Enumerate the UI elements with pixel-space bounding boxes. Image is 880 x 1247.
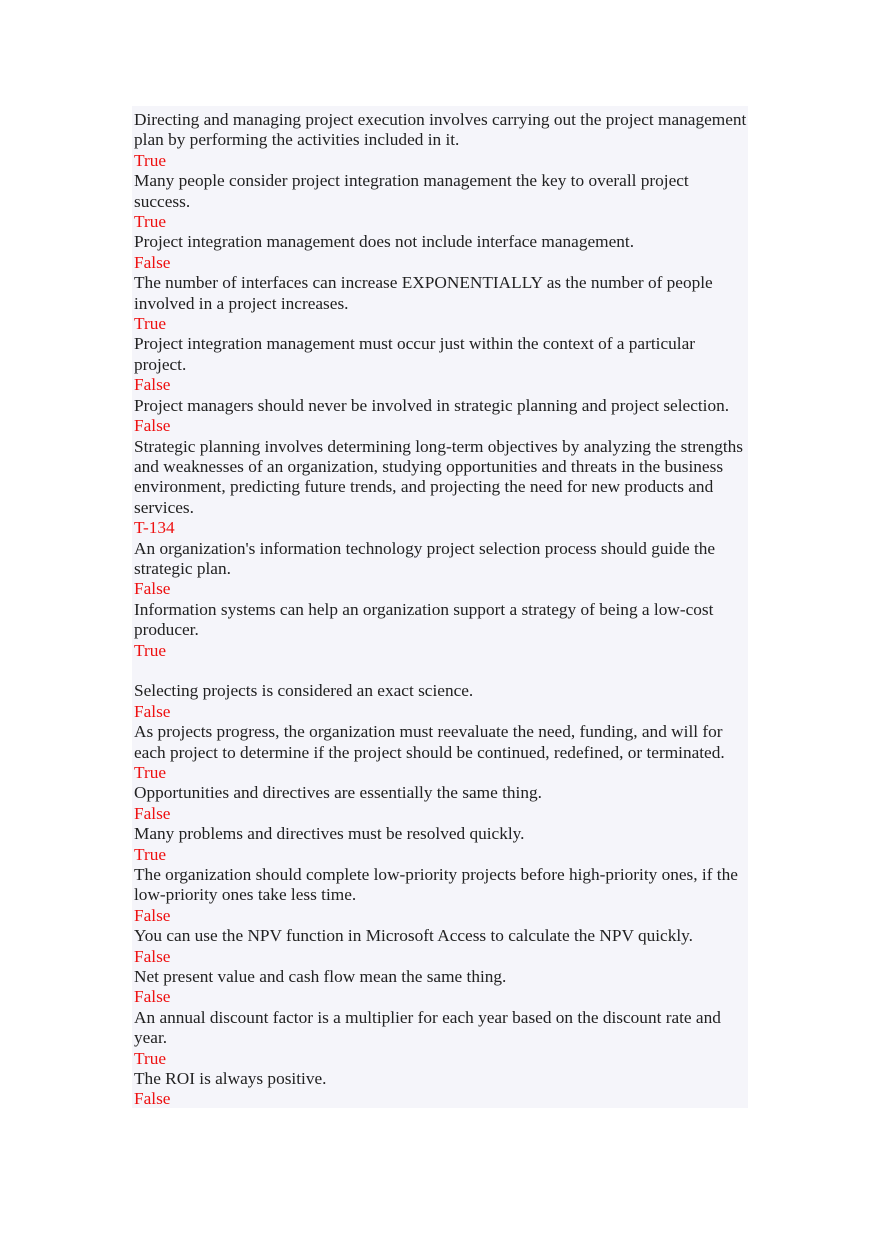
answer-text: False <box>134 1089 171 1109</box>
answer-text: True <box>134 1048 167 1068</box>
question-text: Project managers should never be involved in strategic planning and project selection. <box>134 395 730 415</box>
answer-text: False <box>134 252 171 272</box>
quiz-item-6 <box>134 396 748 437</box>
question-text: The organization should complete low-priority projects before high-priority ones, if the low-priority ones take less time. <box>134 865 738 905</box>
question-text: Project integration management must occur just within the context of a particular project. <box>134 334 695 374</box>
quiz-item-4 <box>134 273 748 334</box>
answer-text: True <box>134 844 167 864</box>
quiz-item-11 <box>134 722 748 783</box>
quiz-item-1 <box>134 110 748 171</box>
question-text: Directing and managing project execution involves carrying out the project management plan by performing the activities included in it. <box>134 110 747 150</box>
quiz-item-18 <box>134 1069 748 1110</box>
question-text: An organization's information technology project selection process should guide the strategic plan. <box>134 538 716 578</box>
answer-text: False <box>134 905 171 925</box>
answer-text: False <box>134 701 171 721</box>
quiz-item-8 <box>134 539 748 600</box>
question-text: Many problems and directives must be resolved quickly. <box>134 824 525 844</box>
quiz-item-13 <box>134 824 748 865</box>
answer-text: True <box>134 314 167 334</box>
question-text: Selecting projects is considered an exact science. <box>134 681 474 701</box>
answer-text: False <box>134 375 171 395</box>
answer-text: False <box>134 579 171 599</box>
quiz-item-2 <box>134 171 748 232</box>
answer-text: False <box>134 987 171 1007</box>
question-text: Project integration management does not include interface management. <box>134 232 635 252</box>
question-text: Many people consider project integration management the key to overall project success. <box>134 171 689 211</box>
answer-text: False <box>134 803 171 823</box>
answer-text: False <box>134 946 171 966</box>
answer-text: True <box>134 640 167 660</box>
question-text: Information systems can help an organization support a strategy of being a low-cost producer. <box>134 599 714 640</box>
answer-text: T-134 <box>134 518 175 538</box>
quiz-item-3 <box>134 232 748 273</box>
question-text: The number of interfaces can increase EXPONENTIALLY as the number of people involved in a project increases. <box>134 273 713 313</box>
quiz-item-12 <box>134 783 748 824</box>
quiz-item-17 <box>134 1008 748 1069</box>
question-text: The ROI is always positive. <box>134 1069 327 1089</box>
question-text: An annual discount factor is a multiplier for each year based on the discount rate and year. <box>134 1007 721 1048</box>
quiz-item-14 <box>134 865 748 926</box>
question-text: Net present value and cash flow mean the same thing. <box>134 967 507 987</box>
quiz-item-7 <box>134 437 748 539</box>
quiz-item-9 <box>134 600 748 661</box>
answer-text: True <box>134 212 167 232</box>
question-text: Strategic planning involves determining long-term objectives by analyzing the strengths and weaknesses of an organization, studying opportunities and threats in the business environment, predicting future trends, and projecting the need for new products and services. <box>134 436 744 517</box>
blank-line <box>134 661 748 681</box>
answer-text: True <box>134 762 167 782</box>
question-text: As projects progress, the organization must reevaluate the need, funding, and will for each project to determine if the project should be continued, redefined, or terminated. <box>134 722 725 762</box>
quiz-item-16 <box>134 967 748 1008</box>
quiz-content <box>132 106 748 1108</box>
quiz-item-5 <box>134 334 748 395</box>
quiz-item-15 <box>134 926 748 967</box>
answer-text: False <box>134 416 171 436</box>
question-text: You can use the NPV function in Microsoft Access to calculate the NPV quickly. <box>134 926 693 946</box>
question-text: Opportunities and directives are essentially the same thing. <box>134 783 542 803</box>
quiz-item-10 <box>134 681 748 722</box>
answer-text: True <box>134 150 167 170</box>
